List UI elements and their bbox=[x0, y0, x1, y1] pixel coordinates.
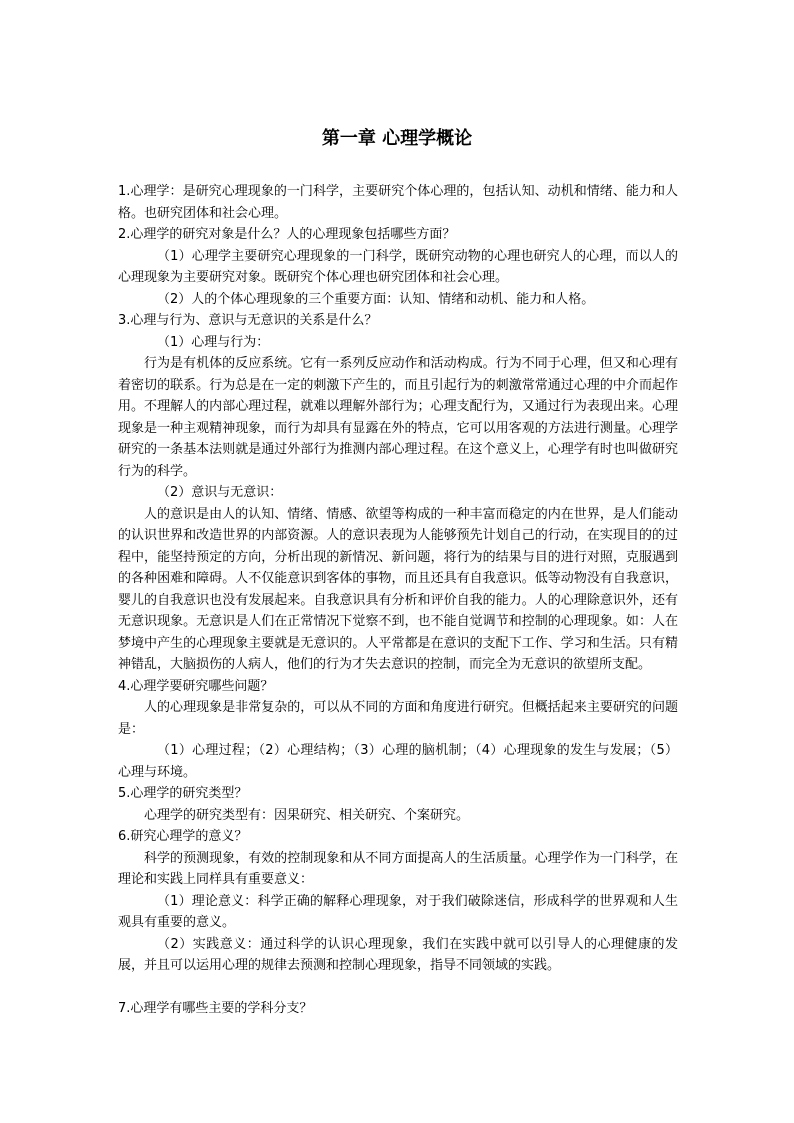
paragraph-q6-body: 科学的预测现象，有效的控制现象和从不同方面提高人的生活质量。心理学作为一门科学，在理论和实践上同样具有重要意义： bbox=[118, 850, 678, 887]
paragraph-q5-body: 心理学的研究类型有：因果研究、相关研究、个案研究。 bbox=[144, 807, 470, 823]
paragraph-q3: 3.心理与行为、意识与无意识的关系是什么？ bbox=[118, 313, 378, 328]
paragraph-q6: 6.研究心理学的意义？ bbox=[118, 829, 248, 844]
paragraph-q7: 7.心理学有哪些主要的学科分支？ bbox=[118, 1001, 313, 1016]
paragraph-q4: 4.心理学要研究哪些问题？ bbox=[118, 678, 274, 694]
paragraph-q4-body: 人的心理现象是非常复杂的，可以从不同的方面和角度进行研究。但概括起来主要研究的问题是： bbox=[118, 700, 678, 737]
chapter-title: 第一章 心理学概论 bbox=[321, 128, 473, 149]
document-body bbox=[118, 181, 678, 1020]
paragraph-q6-item-1: （1）理论意义：科学正确的解释心理现象，对于我们破除迷信，形成科学的世界观和人生观具有重要的意义。 bbox=[118, 893, 678, 930]
paragraph-q2-item-2: （2）人的个体心理现象的三个重要方面：认知、情绪和动机、能力和人格。 bbox=[157, 291, 595, 307]
paragraph-q3-item-2-body: 人的意识是由人的认知、情绪、情感、欲望等构成的一种丰富而稳定的内在世界，是人们能动的认识世界和改造世界的内部资源。人的意识表现为人能够预先计划自己的行动，在实现目的的过程中，能坚持预定的方向，分析出现的新情况、新问题，将行为的结果与目的进行对照，克服遇到的各种困难和障碍。人不仅能意识到客体的事物，而且还具有自我意识。低等动物没有自我意识，婴儿的自我意识也没有发展起来。自我意识具有分析和评价自我的能力。人的心理除意识外，还有无意识现象。无意识是人们在正常情况下觉察不到，也不能自觉调节和控制的心理现象。如：人在梦境中产生的心理现象主要就是无意识的。人平常都是在意识的支配下工作、学习和生活。只有精神错乱，大脑损伤的人病人，他们的行为才失去意识的控制，而完全为无意识的欲望所支配。 bbox=[118, 506, 678, 672]
paragraph-q5: 5.心理学的研究类型？ bbox=[118, 786, 248, 801]
paragraph-q3-item-1-heading: （1）心理与行为： bbox=[157, 334, 270, 350]
paragraph-q1: 1.心理学：是研究心理现象的一门科学，主要研究个体心理的，包括认知、动机和情绪、能力和人格。也研究团体和社会心理。 bbox=[118, 184, 678, 221]
paragraph-q3-item-2-heading: （2）意识与无意识： bbox=[157, 485, 283, 500]
paragraph-q2-item-1: （1）心理学主要研究心理现象的一门科学，既研究动物的心理也研究人的心理，而以人的心理现象为主要研究对象。既研究个体心理也研究团体和社会心理。 bbox=[118, 248, 678, 285]
paragraph-q3-item-1-body: 行为是有机体的反应系统。它有一系列反应动作和活动构成。行为不同于心理，但又和心理有着密切的联系。行为总是在一定的刺激下产生的，而且引起行为的刺激常常通过心理的中介而起作用。不理解人的内部心理过程，就难以理解外部行为；心理支配行为，又通过行为表现出来。心理现象是一种主观精神现象，而行为却具有显露在外的特点，它可以用客观的方法进行测量。心理学研究的一条基本法则就是通过外部行为推测内部心理过程。在这个意义上，心理学有时也叫做研究行为的科学。 bbox=[118, 356, 678, 479]
paragraph-q2: 2.心理学的研究对象是什么？人的心理现象包括哪些方面？ bbox=[118, 227, 456, 242]
paragraph-q6-item-2: （2）实践意义：通过科学的认识心理现象，我们在实践中就可以引导人的心理健康的发展，并且可以运用心理的规律去预测和控制心理现象，指导不同领域的实践。 bbox=[118, 936, 678, 973]
paragraph-q4-list: （1）心理过程；（2）心理结构；（3）心理的脑机制；（4）心理现象的发生与发展；（5）心理与环境。 bbox=[118, 743, 678, 780]
